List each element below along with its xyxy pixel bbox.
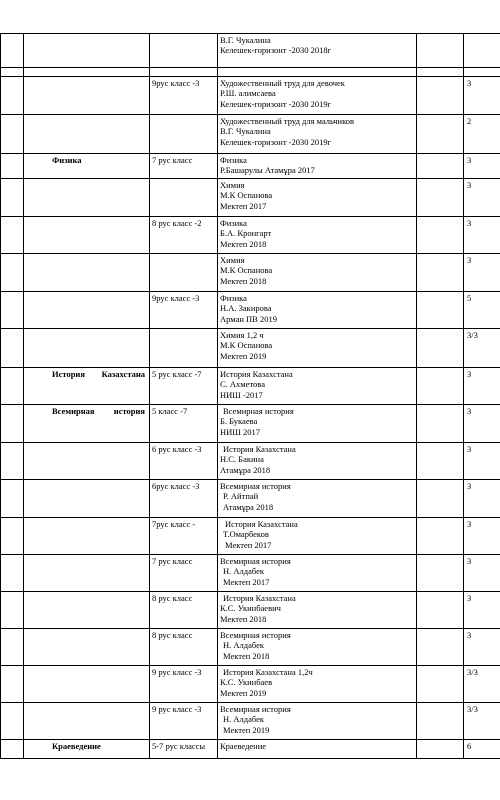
blank-cell <box>417 77 464 115</box>
blank-cell <box>417 555 464 592</box>
class-label: 9 рус класс -3 <box>152 667 202 677</box>
class-label: 5 класс -7 <box>152 406 188 416</box>
class-cell <box>150 154 218 179</box>
textbook-line: Мектеп 2019 <box>220 687 267 698</box>
blank-cell <box>417 68 464 77</box>
number-cell <box>1 154 24 179</box>
hours-cell <box>464 292 500 329</box>
blank-cell <box>417 368 464 405</box>
textbook-line: Мектеп 2019 <box>223 724 270 735</box>
table-row <box>1 629 500 666</box>
textbook-line: Мектеп 2017 <box>223 576 270 587</box>
textbook-line: Всемирная история <box>220 630 291 640</box>
textbook-line: Мектеп 2018 <box>220 613 267 624</box>
table-row <box>1 518 500 555</box>
subject-cell <box>24 292 150 329</box>
textbook-line: Всемирная история <box>220 704 291 714</box>
class-label: 7 рус класс <box>152 155 193 165</box>
table-row <box>1 592 500 629</box>
textbook-line: НИШ 2017 <box>220 426 260 437</box>
subject-cell <box>24 740 150 759</box>
table-row <box>1 154 500 179</box>
hours-label: 3 <box>467 369 472 379</box>
hours-label: 3 <box>467 444 472 454</box>
textbook-line: Атамұра 2018 <box>220 464 271 475</box>
class-label: 8 рус класс <box>152 630 193 640</box>
blank-cell <box>417 254 464 292</box>
textbook-cell <box>218 740 417 759</box>
textbook-line: Б. Букаева <box>220 416 258 427</box>
hours-cell <box>464 703 500 740</box>
textbook-cell <box>218 592 417 629</box>
blank-cell <box>417 443 464 480</box>
subject-cell <box>24 518 150 555</box>
table-row <box>1 666 500 703</box>
blank-cell <box>417 115 464 154</box>
hours-cell <box>464 666 500 703</box>
textbook-line: История Казахстана 1,2ч <box>223 667 313 677</box>
number-cell <box>1 480 24 518</box>
hours-label: 2 <box>467 116 472 126</box>
blank-cell <box>417 703 464 740</box>
class-label: 9рус класс -3 <box>152 78 200 88</box>
class-label: 6 рус класс -3 <box>152 444 202 454</box>
class-cell <box>150 368 218 405</box>
class-cell <box>150 555 218 592</box>
hours-cell <box>464 518 500 555</box>
table-row <box>1 480 500 518</box>
number-cell <box>1 592 24 629</box>
textbook-cell <box>218 254 417 292</box>
textbook-line: Н.А. Закирова <box>220 303 272 314</box>
textbook-cell <box>218 666 417 703</box>
table-body <box>1 34 500 759</box>
subject-cell <box>24 154 150 179</box>
textbook-cell <box>218 518 417 555</box>
class-cell <box>150 292 218 329</box>
blank-cell <box>417 292 464 329</box>
textbook-line: М.К Оспанова <box>220 265 273 276</box>
textbook-line: История Казахстана <box>223 593 296 603</box>
subject-cell <box>24 629 150 666</box>
table-row <box>1 368 500 405</box>
number-cell <box>1 368 24 405</box>
table-row <box>1 34 500 68</box>
table-row <box>1 703 500 740</box>
hours-label: 3 <box>467 630 472 640</box>
textbook-line: Всемирная история <box>220 481 291 491</box>
class-label: 9рус класс -3 <box>152 293 200 303</box>
hours-cell <box>464 592 500 629</box>
hours-label: 3 <box>467 180 472 190</box>
number-cell <box>1 77 24 115</box>
textbook-cell <box>218 217 417 254</box>
number-cell <box>1 34 24 68</box>
class-label: 5 рус класс -7 <box>152 369 202 379</box>
subject-cell <box>24 68 150 77</box>
hours-cell <box>464 368 500 405</box>
textbook-line: Мектеп 2019 <box>220 350 267 361</box>
textbook-line: Арман ПВ 2019 <box>220 313 277 324</box>
textbook-line: С. Ахметова <box>220 379 265 390</box>
textbook-line: Атамұра 2018 <box>223 501 274 512</box>
textbook-cell <box>218 368 417 405</box>
textbook-line: Художественный труд для мальчиков <box>220 116 355 126</box>
textbook-line: Химия <box>220 255 245 265</box>
class-cell <box>150 480 218 518</box>
blank-cell <box>417 666 464 703</box>
textbook-line: Физика <box>220 218 247 228</box>
number-cell <box>1 443 24 480</box>
textbook-line: История Казахстана <box>223 444 296 454</box>
number-cell <box>1 292 24 329</box>
textbook-cell <box>218 443 417 480</box>
hours-cell <box>464 629 500 666</box>
table-row <box>1 740 500 759</box>
blank-cell <box>417 740 464 759</box>
textbook-line: К.С. Укинбаев <box>220 677 273 688</box>
number-cell <box>1 703 24 740</box>
textbook-line: Н.С. Бакина <box>220 454 264 465</box>
subject-cell <box>24 34 150 68</box>
table-row <box>1 443 500 480</box>
textbook-cell <box>218 179 417 217</box>
class-cell <box>150 740 218 759</box>
hours-cell <box>464 77 500 115</box>
hours-label: 3 <box>467 406 472 416</box>
table-row <box>1 217 500 254</box>
number-cell <box>1 405 24 443</box>
number-cell <box>1 740 24 759</box>
subject-cell <box>24 480 150 518</box>
textbook-cell <box>218 405 417 443</box>
textbook-line: Р. Айтпай <box>223 491 259 502</box>
hours-cell <box>464 34 500 68</box>
textbook-line: М.К Оспанова <box>220 190 273 201</box>
table-row <box>1 254 500 292</box>
class-label: 7 рус класс <box>152 556 193 566</box>
number-cell <box>1 217 24 254</box>
table-row <box>1 329 500 368</box>
subject-cell <box>24 555 150 592</box>
number-cell <box>1 179 24 217</box>
class-cell <box>150 217 218 254</box>
textbook-line: К.С. Укинбаевич <box>220 603 281 614</box>
table-row <box>1 179 500 217</box>
blank-cell <box>417 217 464 254</box>
table-row <box>1 405 500 443</box>
hours-label: 3/3 <box>467 704 478 714</box>
class-cell <box>150 34 218 68</box>
hours-cell <box>464 179 500 217</box>
textbook-line: Всемирная история <box>220 556 291 566</box>
subject-label: Всемирная история <box>52 406 145 416</box>
subject-cell <box>24 179 150 217</box>
blank-cell <box>417 329 464 368</box>
subject-label: История Казахстана <box>52 369 145 379</box>
blank-cell <box>417 405 464 443</box>
textbook-line: История Казахстана <box>225 519 298 529</box>
class-label: 5-7 рус классы <box>152 741 206 751</box>
textbook-line: Физика <box>220 293 247 303</box>
class-label: 8 рус класс -2 <box>152 218 202 228</box>
number-cell <box>1 68 24 77</box>
textbook-line: Химия <box>220 180 245 190</box>
textbook-line: Т.Омарбеков <box>223 529 269 540</box>
textbook-line: Н. Алдабек <box>223 566 264 577</box>
textbook-line: Келешек-горизонт -2030 2019г <box>220 98 332 109</box>
number-cell <box>1 629 24 666</box>
class-cell <box>150 629 218 666</box>
textbook-line: Мектеп 2018 <box>220 275 267 286</box>
textbook-line: Мектеп 2018 <box>223 650 270 661</box>
textbook-line: В.Г. Чукалина <box>220 35 271 45</box>
subject-cell <box>24 666 150 703</box>
subject-cell <box>24 405 150 443</box>
textbook-cell <box>218 480 417 518</box>
table-row <box>1 292 500 329</box>
textbook-line: Всемирная история <box>223 406 294 416</box>
textbook-line: Физика <box>220 155 247 165</box>
subject-cell <box>24 592 150 629</box>
class-cell <box>150 405 218 443</box>
textbook-cell <box>218 115 417 154</box>
hours-label: 6 <box>467 741 472 751</box>
class-cell <box>150 703 218 740</box>
number-cell <box>1 329 24 368</box>
hours-cell <box>464 115 500 154</box>
hours-cell <box>464 555 500 592</box>
subject-cell <box>24 217 150 254</box>
subject-cell <box>24 329 150 368</box>
textbook-line: В.Г. Чукалина <box>220 126 271 137</box>
class-cell <box>150 115 218 154</box>
textbook-line: Р.Ш. алимсаева <box>220 88 276 99</box>
subject-cell <box>24 368 150 405</box>
textbook-line: Краеведение <box>220 741 267 751</box>
class-cell <box>150 592 218 629</box>
textbook-line: Келешек-горизонт -2030 2018г <box>220 45 332 56</box>
hours-cell <box>464 405 500 443</box>
class-cell <box>150 443 218 480</box>
hours-label: 3 <box>467 155 472 165</box>
class-cell <box>150 666 218 703</box>
class-cell <box>150 77 218 115</box>
class-cell <box>150 518 218 555</box>
textbook-cell <box>218 68 417 77</box>
class-label: 6рус класс -3 <box>152 481 200 491</box>
hours-cell <box>464 329 500 368</box>
number-cell <box>1 555 24 592</box>
curriculum-table <box>0 33 500 759</box>
subject-cell <box>24 443 150 480</box>
hours-label: 3/3 <box>467 330 478 340</box>
hours-cell <box>464 217 500 254</box>
textbook-line: Мектеп 2018 <box>220 238 267 249</box>
hours-cell <box>464 68 500 77</box>
class-label: 9 рус класс -3 <box>152 704 202 714</box>
hours-cell <box>464 254 500 292</box>
subject-cell <box>24 115 150 154</box>
hours-label: 3/3 <box>467 667 478 677</box>
class-label: 7рус класс - <box>152 519 196 529</box>
hours-label: 3 <box>467 218 472 228</box>
table-row <box>1 555 500 592</box>
subject-label: Физика <box>52 155 82 165</box>
class-cell <box>150 329 218 368</box>
subject-cell <box>24 77 150 115</box>
textbook-line: Н. Алдабек <box>223 714 264 725</box>
hours-label: 3 <box>467 519 472 529</box>
textbook-line: Мектеп 2017 <box>225 539 272 550</box>
blank-cell <box>417 154 464 179</box>
table-row <box>1 68 500 77</box>
hours-cell <box>464 740 500 759</box>
class-cell <box>150 254 218 292</box>
textbook-cell <box>218 292 417 329</box>
subject-label: Краеведение <box>52 741 101 751</box>
table-row <box>1 77 500 115</box>
hours-label: 3 <box>467 481 472 491</box>
textbook-line: Химия 1,2 ч <box>220 330 264 340</box>
textbook-line: М.К Оспанова <box>220 340 273 351</box>
hours-cell <box>464 480 500 518</box>
blank-cell <box>417 518 464 555</box>
textbook-line: НИШ -2017 <box>220 389 263 400</box>
textbook-line: Мектеп 2017 <box>220 200 267 211</box>
blank-cell <box>417 34 464 68</box>
number-cell <box>1 666 24 703</box>
blank-cell <box>417 480 464 518</box>
textbook-line: Б.А. Кронгарт <box>220 228 272 239</box>
hours-label: 3 <box>467 556 472 566</box>
hours-label: 5 <box>467 293 472 303</box>
textbook-line: Н. Алдабек <box>223 640 264 651</box>
textbook-cell <box>218 703 417 740</box>
textbook-cell <box>218 77 417 115</box>
class-label: 8 рус класс <box>152 593 193 603</box>
blank-cell <box>417 629 464 666</box>
blank-cell <box>417 179 464 217</box>
number-cell <box>1 115 24 154</box>
textbook-cell <box>218 34 417 68</box>
textbook-line: Келешек-горизонт -2030 2019г <box>220 136 332 147</box>
hours-cell <box>464 443 500 480</box>
number-cell <box>1 518 24 555</box>
subject-cell <box>24 254 150 292</box>
textbook-line: История Казахстана <box>220 369 293 379</box>
number-cell <box>1 254 24 292</box>
textbook-cell <box>218 329 417 368</box>
textbook-cell <box>218 154 417 179</box>
class-cell <box>150 68 218 77</box>
hours-label: 3 <box>467 78 472 88</box>
class-cell <box>150 179 218 217</box>
textbook-line: Р.Башарулы Атамұра 2017 <box>220 165 315 176</box>
hours-label: 3 <box>467 593 472 603</box>
subject-cell <box>24 703 150 740</box>
hours-cell <box>464 154 500 179</box>
hours-label: 3 <box>467 255 472 265</box>
textbook-cell <box>218 629 417 666</box>
textbook-cell <box>218 555 417 592</box>
blank-cell <box>417 592 464 629</box>
textbook-line: Художественный труд для девочек <box>220 78 345 88</box>
table-row <box>1 115 500 154</box>
